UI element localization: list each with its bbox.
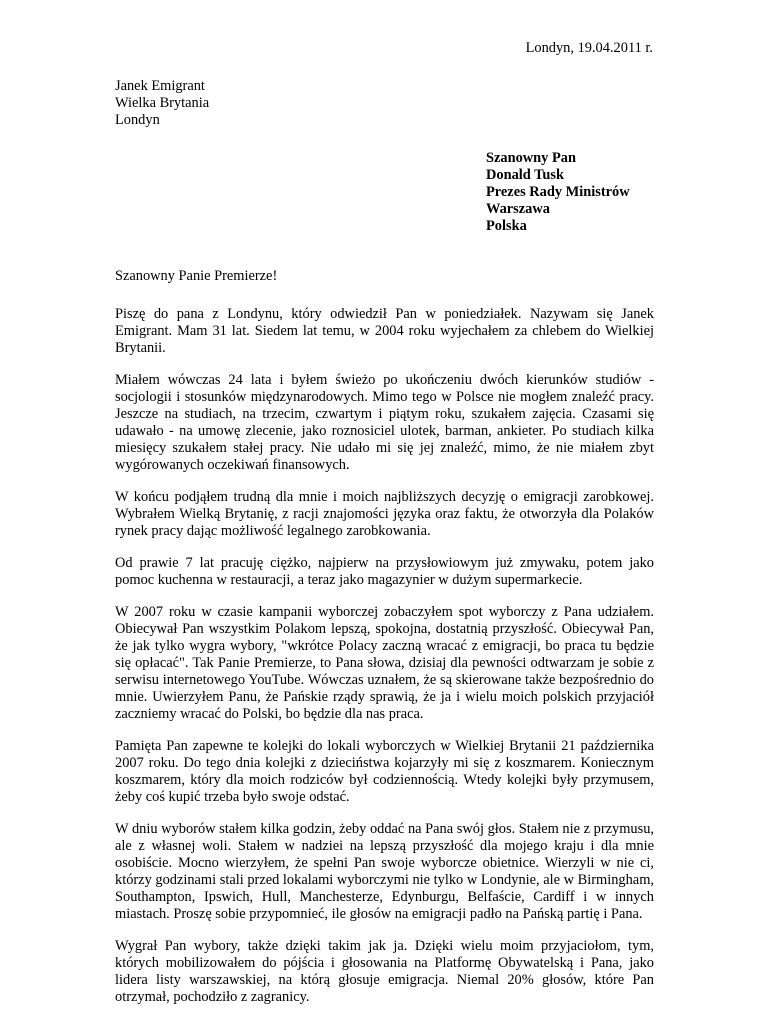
paragraph: Miałem wówczas 24 lata i byłem świeżo po ukończeniu dwóch kierunków studiów - socjologii i stosunków międzynarodowych. Mimo tego w Polsce nie mogłem znaleźć pracy. Jeszcze na studiach, na trzecim, czwartym i piątym roku, szukałem zajęcia. Czasami się udawało - na umowę zlecenie, jako roznosiciel ulotek, barman, ankieter. Po studiach kilka miesięcy szukałem stałej pracy. Nie udało mi się jej znaleźć, mimo, że nie miałem zbyt wygórowanych oczekiwań finansowych.: [115, 372, 654, 473]
paragraph: W końcu podjąłem trudną dla mnie i moich najbliższych decyzję o emigracji zarobkowej. Wybrałem Wielką Brytanię, z racji znajomości języka oraz faktu, że otworzyła dla Polaków rynek pracy dając możliwość legalnego zarobkowania.: [115, 489, 654, 539]
paragraph: Piszę do pana z Londynu, który odwiedził Pan w poniedziałek. Nazywam się Janek Emigrant. Mam 31 lat. Siedem lat temu, w 2004 roku wyjechałem za chlebem do Wielkiej Brytanii.: [115, 306, 654, 356]
paragraph: W dniu wyborów stałem kilka godzin, żeby oddać na Pana swój głos. Stałem nie z przymusu, ale z własnej woli. Stałem w nadziei na lepszą przyszłość dla mojego kraju i dla mnie osobiście. Mocno wierzyłem, że spełni Pan swoje wyborcze obietnice. Wierzyli w nie ci, którzy godzinami stali przed lokalami wyborczymi nie tylko w Londynie, ale w Birmingham, Southampton, Ipswich, Hull, Manchesterze, Edynburgu, Belfaście, Cardiff i w innych miastach. Proszę sobie przypomnieć, ile głosów na emigracji padło na Pańską partię i Pana.: [115, 821, 654, 922]
recipient-honorific: Szanowny Pan: [486, 150, 576, 166]
letter-body: [115, 306, 654, 1021]
sender-address: [115, 78, 209, 129]
paragraph: Wygrał Pan wybory, także dzięki takim jak ja. Dzięki wielu moim przyjaciołom, tym, których mobilizowałem do pójścia i głosowania na Platformę Obywatelską i Pana, jako lidera listy warszawskiej, na którą głosuje emigracja. Niemal 20% głosów, które Pan otrzymał, pochodziło z zagranicy.: [115, 938, 654, 1005]
paragraph: W 2007 roku w czasie kampanii wyborczej zobaczyłem spot wyborczy z Pana udziałem. Obiecywał Pan wszystkim Polakom lepszą, spokojna, dostatnią przyszłość. Obiecywał Pan, że jak tylko wygra wybory, "wkrótce Polacy zaczną wracać z emigracji, bo praca tu będzie się opłacać". Tak Panie Premierze, to Pana słowa, dzisiaj dla pewności odtwarzam je sobie z serwisu internetowego YouTube. Wówczas uznałem, że są skierowane także bezpośrednio do mnie. Uwierzyłem Panu, że Pańskie rządy sprawią, że ja i wielu moich polskich przyjaciół zaczniemy wracać do Polski, bo będzie dla nas praca.: [115, 604, 654, 722]
salutation: Szanowny Panie Premierze!: [115, 268, 278, 284]
recipient-address: [486, 150, 630, 235]
sender-name: Janek Emigrant: [115, 78, 205, 94]
paragraph: Pamięta Pan zapewne te kolejki do lokali wyborczych w Wielkiej Brytanii 21 października 2007 roku. Do tego dnia kolejki z dzieciństwa kojarzyły mi się z koszmarem. Koniecznym koszmarem, który dla moich rodziców był codziennością. Wtedy kolejki były przymusem, żeby coś kupić trzeba było swoje odstać.: [115, 738, 654, 805]
sender-city: Londyn: [115, 112, 160, 128]
recipient-name: Donald Tusk: [486, 167, 565, 183]
sender-country: Wielka Brytania: [115, 95, 210, 111]
recipient-country: Polska: [486, 218, 527, 234]
recipient-city: Warszawa: [486, 201, 550, 217]
paragraph: Od prawie 7 lat pracuję ciężko, najpierw na przysłowiowym już zmywaku, potem jako pomoc kuchenna w restauracji, a teraz jako magazynier w dużym supermarkecie.: [115, 555, 654, 588]
letter-date: Londyn, 19.04.2011 r.: [525, 40, 653, 56]
recipient-title: Prezes Rady Ministrów: [486, 184, 630, 200]
